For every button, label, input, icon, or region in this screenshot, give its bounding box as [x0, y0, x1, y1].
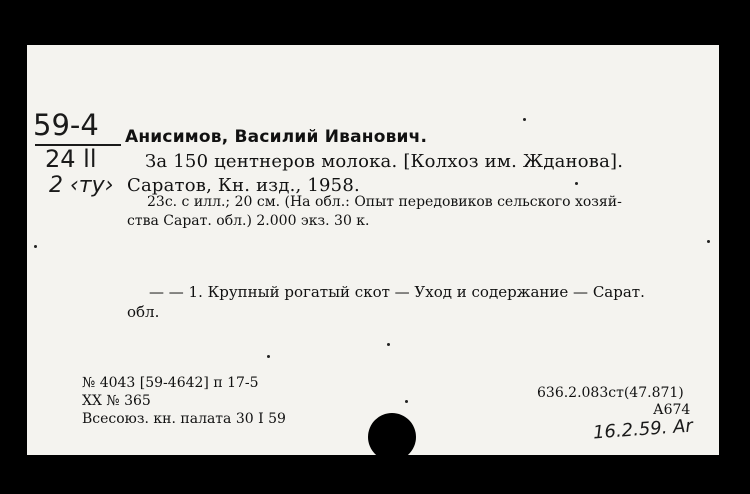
handwritten-date-signature: 16.2.59. Ar	[592, 415, 694, 444]
speck	[267, 355, 270, 358]
registration-number: № 4043 [59-4642] п 17-5	[82, 375, 259, 391]
speck	[387, 343, 390, 346]
author-mark: А674	[653, 402, 691, 418]
subject-heading-line-1: — — 1. Крупный рогатый скот — Уход и содержание — Сарат.	[149, 283, 645, 301]
book-title: За 150 центнеров молока. [Колхоз им. Жданова].	[145, 151, 624, 172]
subject-heading-line-2: обл.	[127, 303, 160, 321]
imprint: Саратов, Кн. изд., 1958.	[127, 175, 360, 196]
speck	[523, 118, 526, 121]
author-heading: Анисимов, Василий Иванович.	[125, 127, 428, 147]
handwritten-code-mid: 24 ll	[45, 145, 97, 173]
speck	[34, 245, 37, 248]
handwritten-code-top: 59-4	[33, 108, 99, 142]
chamber-stamp: Всесоюз. кн. палата 30 I 59	[82, 411, 286, 427]
speck	[707, 240, 710, 243]
classification-code: 636.2.083ст(47.871)	[537, 385, 684, 401]
physical-description-line-2: ства Сарат. обл.) 2.000 экз. 30 к.	[127, 213, 370, 229]
handwritten-code-bottom: 2 ‹ту›	[49, 173, 114, 198]
speck	[405, 400, 408, 403]
series-number: XX № 365	[82, 393, 151, 409]
physical-description-line-1: 23с. с илл.; 20 см. (На обл.: Опыт передовиков сельского хозяй-	[147, 194, 622, 210]
punch-hole	[368, 413, 416, 461]
speck	[575, 182, 578, 185]
catalog-card	[27, 45, 719, 455]
